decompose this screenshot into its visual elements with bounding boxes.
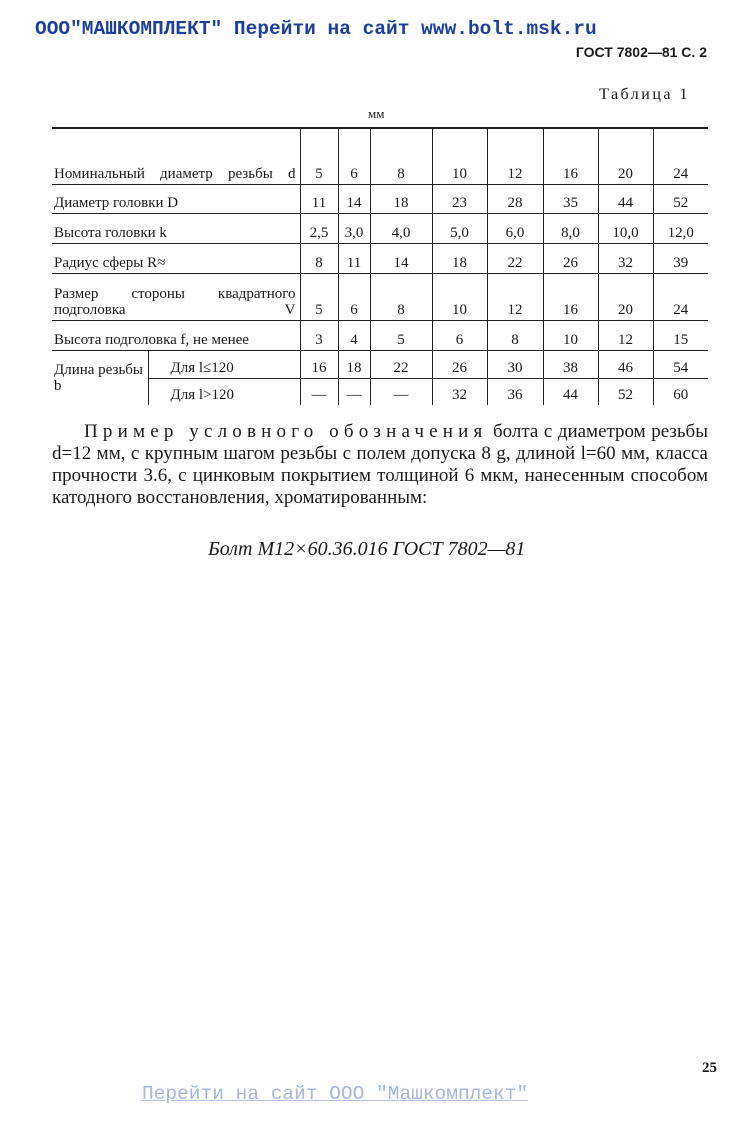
table-cell: 36 <box>487 378 543 405</box>
table-cell: 6 <box>432 320 487 350</box>
row-group-label: Длина резьбы b <box>54 361 143 394</box>
table-cell: 14 <box>338 184 370 213</box>
table-cell: 8 <box>300 243 338 273</box>
table-cell: 35 <box>543 184 598 213</box>
table-cell: 18 <box>370 184 432 213</box>
table-row <box>52 243 708 273</box>
table-caption: Таблица 1 <box>599 86 690 103</box>
table-cell: 23 <box>432 184 487 213</box>
example-text: болта с диаметром резьбы d=12 мм, с крупным шагом резьбы с полем допуска 8 g, длиной l=60 мм, класса прочности 3.6, с цинковым покрытием толщиной 6 мкм, нанесенным способом катодного восстановления, хроматированным: <box>52 421 708 508</box>
table-cell: 5 <box>370 320 432 350</box>
example-label: Пример условного обозначения <box>84 421 488 442</box>
table-cell: 10 <box>432 128 487 184</box>
table-cell: 4 <box>338 320 370 350</box>
table-cell: 16 <box>543 128 598 184</box>
table-cell: 26 <box>543 243 598 273</box>
table-row <box>52 128 708 184</box>
table-cell: 60 <box>653 378 708 405</box>
sub-row-label: Для l≤120 <box>148 350 300 378</box>
table-cell: 4,0 <box>370 213 432 243</box>
table-cell: 52 <box>598 378 653 405</box>
table-cell: 14 <box>370 243 432 273</box>
table-cell: 8 <box>487 320 543 350</box>
table-cell: 16 <box>300 350 338 378</box>
table-cell: 11 <box>338 243 370 273</box>
table-cell: 11 <box>300 184 338 213</box>
table-cell: 44 <box>598 184 653 213</box>
table-cell: 12 <box>598 320 653 350</box>
table-cell: 12,0 <box>653 213 708 243</box>
table-cell: 32 <box>432 378 487 405</box>
table-cell: 16 <box>543 273 598 320</box>
dimensions-table <box>52 127 708 405</box>
table-cell: 3,0 <box>338 213 370 243</box>
table-cell: 44 <box>543 378 598 405</box>
table-row <box>52 213 708 243</box>
table-cell: 15 <box>653 320 708 350</box>
table-cell: 6 <box>338 128 370 184</box>
table-cell: 12 <box>487 128 543 184</box>
table-cell: 20 <box>598 128 653 184</box>
table-row <box>52 184 708 213</box>
table-cell: 6 <box>338 273 370 320</box>
designation-formula: Болт M12×60.36.016 ГОСТ 7802—81 <box>208 538 526 560</box>
table-cell: 18 <box>338 350 370 378</box>
table-cell: 46 <box>598 350 653 378</box>
table-cell: 52 <box>653 184 708 213</box>
table-cell: 54 <box>653 350 708 378</box>
sub-row-label: Для l>120 <box>148 378 300 405</box>
table-cell: 5 <box>300 273 338 320</box>
table-cell: 6,0 <box>487 213 543 243</box>
row-label: Номинальный диаметр резьбы d <box>52 128 300 184</box>
table-cell: — <box>370 378 432 405</box>
table-cell: 5,0 <box>432 213 487 243</box>
row-label: Радиус сферы R≈ <box>52 243 300 273</box>
table-cell: 2,5 <box>300 213 338 243</box>
table-cell: 22 <box>370 350 432 378</box>
table-cell: 26 <box>432 350 487 378</box>
standard-page-header: ГОСТ 7802—81 С. 2 <box>575 44 707 60</box>
table-cell: 28 <box>487 184 543 213</box>
table-row <box>52 350 708 378</box>
table-cell: 3 <box>300 320 338 350</box>
table-cell: 18 <box>432 243 487 273</box>
table-cell: 22 <box>487 243 543 273</box>
table-cell: 8,0 <box>543 213 598 243</box>
table-row <box>52 378 708 405</box>
row-label: Высота головки k <box>52 213 300 243</box>
footer-site-link[interactable]: Перейти на сайт ООО "Машкомплект" <box>142 1083 529 1105</box>
table-cell: 20 <box>598 273 653 320</box>
table-cell: 24 <box>653 128 708 184</box>
table-cell: 30 <box>487 350 543 378</box>
table-cell: 10,0 <box>598 213 653 243</box>
table-cell: 24 <box>653 273 708 320</box>
page-number: 25 <box>702 1060 717 1076</box>
table-cell: 10 <box>432 273 487 320</box>
table-cell: 38 <box>543 350 598 378</box>
table-row <box>52 320 708 350</box>
row-label: Высота подголовка f, не менее <box>52 320 300 350</box>
table-cell: 5 <box>300 128 338 184</box>
site-banner-link[interactable]: ООО"МАШКОМПЛЕКТ" Перейти на сайт www.bolt.msk.ru <box>35 18 597 40</box>
table-cell: 10 <box>543 320 598 350</box>
table-cell: 39 <box>653 243 708 273</box>
designation-example <box>52 421 708 509</box>
table-cell: 8 <box>370 273 432 320</box>
units-label: мм <box>368 106 385 121</box>
table-cell: — <box>338 378 370 405</box>
row-label: Размер стороны квадратного подголовка V <box>52 273 300 320</box>
row-label: Диаметр головки D <box>52 184 300 213</box>
table-cell: 8 <box>370 128 432 184</box>
table-cell: 32 <box>598 243 653 273</box>
table-row <box>52 273 708 320</box>
table-cell: — <box>300 378 338 405</box>
table-cell: 12 <box>487 273 543 320</box>
